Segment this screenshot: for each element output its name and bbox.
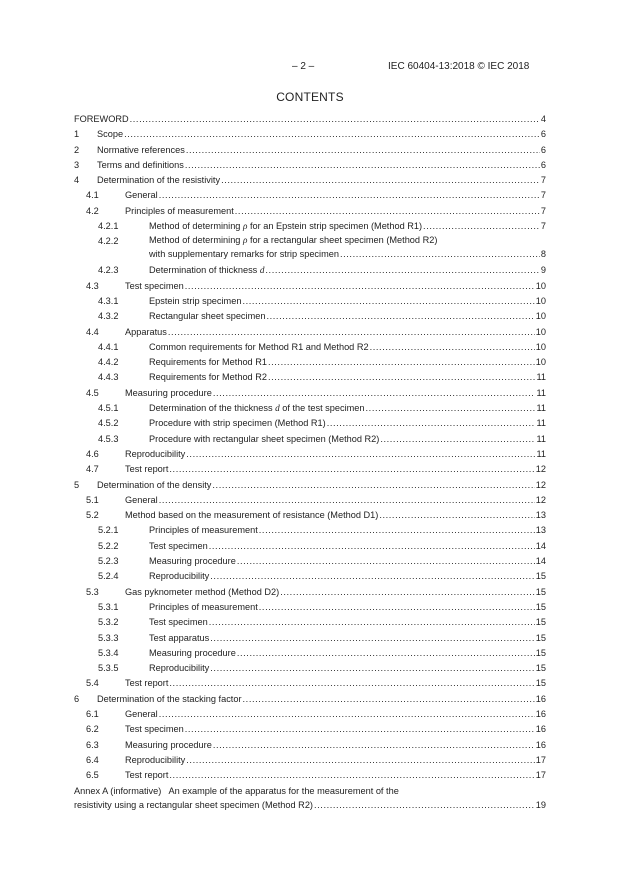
toc-entry-title-line: [97, 127, 546, 142]
toc-entry-page: 15: [535, 663, 546, 674]
toc-entry-title-line: [149, 355, 546, 370]
toc-entry-title: Determination of the stacking factor: [97, 693, 242, 704]
toc-entry[interactable]: [74, 447, 546, 462]
toc-entry[interactable]: [74, 279, 546, 294]
dot-leader: [423, 219, 540, 234]
toc-entry-page: 13: [535, 525, 546, 536]
toc-entry-number: 5.3.5: [98, 663, 119, 674]
toc-entry-page: 7: [540, 190, 546, 201]
toc-entry-number: 5.2: [86, 510, 99, 521]
toc-entry-title: Terms and definitions: [97, 159, 184, 170]
dot-leader: [280, 585, 535, 600]
toc-entry-number: 5.2.4: [98, 571, 119, 582]
toc-entry-number: 1: [74, 129, 80, 140]
toc-entry-page: 9: [540, 265, 546, 276]
toc-entry-number: 5.2.2: [98, 540, 119, 551]
toc-entry-title: Test report: [125, 464, 169, 475]
page-title: CONTENTS: [276, 90, 344, 104]
toc-entry-number: 4.2.2: [98, 236, 119, 247]
toc-entry-title-line: [149, 539, 546, 554]
toc-entry-number: 5.1: [86, 494, 99, 505]
toc-entry-title-line: [149, 340, 546, 355]
toc-entry-page: 15: [535, 571, 546, 582]
toc-entry-number: 5.3.2: [98, 617, 119, 628]
toc-entry-title: Test specimen: [125, 280, 184, 291]
toc-entry-title-line: [97, 478, 546, 493]
toc-entry-title: Reproducibility: [125, 448, 186, 459]
dot-leader: [213, 386, 536, 401]
toc-entry-title: Normative references: [97, 144, 185, 155]
toc-entry-number: 4.3.2: [98, 311, 119, 322]
toc-entry-number: 4.2.1: [98, 221, 119, 232]
toc-entry-page: 12: [535, 464, 546, 475]
toc-entry[interactable]: [74, 631, 546, 646]
toc-entry[interactable]: [74, 554, 546, 569]
toc-entry-number: 5.4: [86, 678, 99, 689]
toc-entry-title-line: [125, 325, 546, 340]
toc-entry-page: 10: [535, 357, 546, 368]
toc-entry[interactable]: [74, 309, 546, 324]
toc-entry-title-continuation: with supplementary remarks for strip specimen: [149, 248, 339, 259]
toc-entry-number: 6.4: [86, 754, 99, 765]
toc-entry-title-line: [125, 508, 546, 523]
dot-leader: [185, 158, 540, 173]
toc-entry-title: Epstein strip specimen: [149, 295, 242, 306]
toc-entry-title-line: [149, 615, 546, 630]
toc-entry-number: 4.5.3: [98, 433, 119, 444]
toc-entry-title-line: [125, 279, 546, 294]
dot-leader: [259, 600, 535, 615]
toc-entry[interactable]: [74, 539, 546, 554]
toc-entry[interactable]: [74, 493, 546, 508]
math-symbol: ρ: [242, 235, 248, 246]
toc-entry-number: 6.2: [86, 724, 99, 735]
toc-entry-page: 17: [535, 754, 546, 765]
toc-entry-title: FOREWORD: [74, 114, 129, 124]
toc-entry-title: General: [125, 190, 158, 201]
math-symbol: d: [259, 265, 265, 276]
toc-entry-title-part: for an Epstein strip specimen (Method R1): [247, 221, 423, 232]
toc-entry-page: 10: [535, 311, 546, 322]
toc-entry-number: 4.4.1: [98, 341, 119, 352]
toc-entry[interactable]: [74, 143, 546, 158]
dot-leader: [169, 676, 534, 691]
dot-leader: [210, 569, 535, 584]
toc-entry[interactable]: [74, 692, 546, 707]
toc-entry-number: 3: [74, 159, 80, 170]
toc-entry-title-line: [125, 462, 546, 477]
toc-entry-title-line: [149, 309, 546, 324]
toc-entry[interactable]: [74, 401, 546, 416]
toc-entry-title-line: [97, 692, 546, 707]
toc-entry-title-line: [149, 523, 546, 538]
toc-entry-title-line-1: [149, 234, 546, 248]
toc-entry[interactable]: [74, 661, 546, 676]
toc-entry-title-part: Determination of the thickness: [149, 403, 276, 414]
dot-leader: [259, 523, 535, 538]
toc-entry-title: Procedure with rectangular sheet specimen (Method R2): [149, 433, 380, 444]
toc-entry-title: Test specimen: [149, 617, 208, 628]
toc-entry[interactable]: [74, 646, 546, 661]
toc-entry[interactable]: [74, 722, 546, 737]
toc-entry[interactable]: [74, 707, 546, 722]
toc-entry-number: 4.4.2: [98, 357, 119, 368]
toc-entry-title: Scope: [97, 129, 124, 140]
dot-leader: [210, 661, 535, 676]
toc-entry-page: 11: [536, 403, 546, 414]
toc-entry-title: Apparatus: [125, 326, 167, 337]
toc-entry-page: 10: [535, 341, 546, 352]
toc-entry-page: 15: [535, 586, 546, 597]
toc-entry[interactable]: [74, 478, 546, 493]
toc-entry-title: Procedure with strip specimen (Method R1): [149, 418, 326, 429]
toc-entry-page: 15: [535, 647, 546, 658]
toc-entry[interactable]: [74, 416, 546, 431]
toc-entry-title-part: of the test specimen: [279, 403, 365, 414]
toc-entry-page: 16: [535, 708, 546, 719]
toc-entry-page: 12: [535, 494, 546, 505]
table-of-contents: [74, 112, 546, 813]
toc-entry-number: 5: [74, 479, 80, 490]
toc-entry[interactable]: [74, 204, 546, 219]
toc-entry-title-line: [125, 722, 546, 737]
toc-entry-number: 5.2.1: [98, 525, 119, 536]
toc-entry-title: Measuring procedure: [125, 739, 212, 750]
dot-leader: [212, 478, 534, 493]
dot-leader: [370, 340, 535, 355]
toc-entry-title-line: [97, 143, 546, 158]
dot-leader: [340, 248, 540, 262]
toc-entry-title: Determination of the resistivity: [97, 175, 221, 186]
header-document-reference: IEC 60404-13:2018 © IEC 2018: [388, 61, 530, 72]
toc-entry[interactable]: [74, 386, 546, 401]
dot-leader: [159, 188, 540, 203]
math-symbol: d: [275, 403, 280, 414]
toc-entry-title-line: [74, 112, 546, 127]
toc-entry-title-line: [149, 646, 546, 661]
toc-entry-title: [149, 263, 264, 278]
toc-entry-title: Common requirements for Method R1 and Method R2: [149, 341, 369, 352]
toc-entry[interactable]: [74, 294, 546, 309]
toc-entry-title-line: [125, 676, 546, 691]
toc-entry-title-line: [149, 432, 546, 447]
toc-entry-page: 16: [535, 693, 546, 704]
toc-entry-title-line: [149, 370, 546, 385]
toc-entry[interactable]: [74, 753, 546, 768]
dot-leader: [268, 355, 535, 370]
toc-entry-title: Measuring procedure: [149, 556, 236, 567]
dot-leader: [366, 401, 536, 416]
toc-entry-title-line: [125, 188, 546, 203]
dot-leader: [213, 738, 535, 753]
toc-entry[interactable]: [74, 158, 546, 173]
toc-entry-page: 12: [535, 479, 546, 490]
toc-entry-page: 6: [540, 129, 546, 140]
toc-entry-number: 6.1: [86, 708, 99, 719]
toc-entry-title-line: [149, 416, 546, 431]
toc-entry-title-line: [149, 294, 546, 309]
toc-entry-number: 4.2.3: [98, 265, 119, 276]
toc-entry-title-line: [149, 661, 546, 676]
toc-entry-page: 11: [536, 387, 546, 398]
toc-entry[interactable]: [74, 219, 546, 234]
toc-entry-number: 4.3: [86, 280, 99, 291]
toc-entry-number: 6.3: [86, 739, 99, 750]
toc-entry[interactable]: [74, 615, 546, 630]
toc-entry[interactable]: [74, 768, 546, 783]
toc-entry-title-line-2: [149, 248, 546, 262]
toc-entry[interactable]: [74, 355, 546, 370]
toc-entry-title-part: Method of determining: [149, 221, 243, 232]
toc-entry-title: Requirements for Method R2: [149, 372, 267, 383]
toc-entry-title: [149, 235, 437, 245]
toc-entry-number: 4: [74, 175, 80, 186]
dot-leader: [186, 447, 535, 462]
math-symbol: ρ: [242, 221, 248, 232]
dot-leader: [168, 325, 535, 340]
dot-leader: [159, 707, 535, 722]
toc-entry-title-line: [149, 554, 546, 569]
toc-entry-title: Test report: [125, 770, 169, 781]
toc-entry-page: 4: [540, 114, 546, 124]
toc-entry-number: 5.3: [86, 586, 99, 597]
toc-entry-title-line: [125, 204, 546, 219]
toc-entry[interactable]: [74, 188, 546, 203]
toc-entry-page: 10: [535, 280, 546, 291]
toc-entry[interactable]: [74, 127, 546, 142]
toc-entry-page: 11: [536, 433, 546, 444]
toc-entry[interactable]: [74, 600, 546, 615]
toc-entry-number: 6: [74, 693, 80, 704]
toc-entry-title: Test apparatus: [149, 632, 210, 643]
toc-entry-title: Reproducibility: [125, 754, 186, 765]
toc-entry-title: Measuring procedure: [149, 647, 236, 658]
dot-leader: [266, 309, 534, 324]
toc-entry-title-line: [149, 401, 546, 416]
toc-entry-title: General: [125, 494, 158, 505]
toc-entry-title-part: Determination of thickness: [149, 265, 260, 276]
annex-title-line-1: Annex A (informative) An example of the apparatus for the measurement of the: [74, 786, 399, 797]
toc-entry-number: 4.1: [86, 190, 99, 201]
dot-leader: [169, 462, 534, 477]
toc-entry-page: 15: [535, 601, 546, 612]
dot-leader: [210, 631, 535, 646]
toc-entry-title: Test specimen: [125, 724, 184, 735]
toc-entry-page: 11: [536, 418, 546, 429]
toc-entry-title-line: [125, 386, 546, 401]
toc-entry-page: 11: [536, 372, 546, 383]
toc-entry-title: Principles of measurement: [125, 205, 234, 216]
toc-entry-page: 17: [535, 770, 546, 781]
toc-entry[interactable]: [74, 585, 546, 600]
toc-entry-number: 4.5.2: [98, 418, 119, 429]
toc-entry[interactable]: [74, 569, 546, 584]
toc-entry-title: Reproducibility: [149, 663, 210, 674]
dot-leader: [268, 370, 535, 385]
dot-leader: [380, 432, 535, 447]
toc-entry-number: 4.6: [86, 448, 99, 459]
toc-entry[interactable]: [74, 462, 546, 477]
toc-entry-number: 4.5: [86, 387, 99, 398]
toc-entry-title-line: [149, 219, 546, 234]
toc-entry-title: Test specimen: [149, 540, 208, 551]
toc-entry-number: 4.7: [86, 464, 99, 475]
toc-entry[interactable]: [74, 508, 546, 523]
toc-entry-page: 15: [535, 678, 546, 689]
toc-entry-title: Principles of measurement: [149, 525, 258, 536]
toc-entry-title: [149, 219, 422, 234]
toc-entry[interactable]: [74, 340, 546, 355]
toc-entry-title: Method based on the measurement of resistance (Method D1): [125, 510, 379, 521]
toc-entry-page: 15: [535, 632, 546, 643]
toc-entry-number: 5.3.3: [98, 632, 119, 643]
toc-entry-title: [149, 401, 365, 416]
toc-entry-number: 4.3.1: [98, 295, 119, 306]
toc-entry[interactable]: [74, 738, 546, 753]
toc-entry-title-line: [149, 263, 546, 278]
toc-entry[interactable]: [74, 432, 546, 447]
toc-entry-page: 8: [540, 248, 546, 259]
dot-leader: [130, 112, 540, 127]
dot-leader: [314, 799, 535, 813]
toc-entry-page: 7: [540, 205, 546, 216]
toc-entry-title: Requirements for Method R1: [149, 357, 267, 368]
toc-entry-title-line: [125, 493, 546, 508]
toc-entry-page: 14: [535, 556, 546, 567]
toc-entry-page: 10: [535, 326, 546, 337]
dot-leader: [169, 768, 534, 783]
dot-leader: [242, 294, 534, 309]
toc-entry-title-line: [125, 585, 546, 600]
toc-entry-title: Measuring procedure: [125, 387, 212, 398]
toc-entry-title-line: [97, 173, 546, 188]
toc-entry-page: 6: [540, 144, 546, 155]
toc-entry-title: Principles of measurement: [149, 601, 258, 612]
toc-entry[interactable]: [74, 523, 546, 538]
header-page-number: – 2 –: [292, 61, 315, 72]
toc-entry-title-part: Method of determining: [149, 235, 243, 246]
toc-entry-number: 4.5.1: [98, 403, 119, 414]
toc-entry-page: 13: [535, 510, 546, 521]
toc-entry-title: Test report: [125, 678, 169, 689]
dot-leader: [186, 753, 535, 768]
toc-entry[interactable]: [74, 112, 546, 127]
toc-entry-page: 16: [535, 724, 546, 735]
toc-entry-title-part: for a rectangular sheet specimen (Method R2): [247, 235, 438, 246]
toc-entry-page: 6: [540, 159, 546, 170]
dot-leader: [209, 539, 535, 554]
dot-leader: [265, 263, 539, 278]
dot-leader: [221, 173, 540, 188]
toc-entry-title-line: [125, 753, 546, 768]
toc-entry-annex-a[interactable]: [74, 785, 546, 813]
toc-entry-page: 16: [535, 739, 546, 750]
toc-entry[interactable]: [74, 263, 546, 278]
toc-entry-title-line: [125, 768, 546, 783]
toc-entry-title-line: [125, 447, 546, 462]
toc-entry[interactable]: [74, 234, 546, 263]
dot-leader: [235, 204, 540, 219]
toc-entry-page: 14: [535, 540, 546, 551]
annex-title-continuation: resistivity using a rectangular sheet specimen (Method R2): [74, 799, 313, 810]
toc-entry[interactable]: [74, 325, 546, 340]
toc-entry-number: 5.3.4: [98, 647, 119, 658]
toc-entry-title-line: [149, 569, 546, 584]
toc-entry-page: 10: [535, 295, 546, 306]
toc-entry-title-line: [149, 631, 546, 646]
toc-entry-title: Rectangular sheet specimen: [149, 311, 266, 322]
dot-leader: [124, 127, 540, 142]
toc-entry-title-line: [149, 234, 546, 261]
toc-entry-title-line: [97, 158, 546, 173]
toc-entry[interactable]: [74, 370, 546, 385]
toc-entry-page: 11: [536, 448, 546, 459]
dot-leader: [185, 279, 535, 294]
toc-entry-number: 2: [74, 144, 80, 155]
toc-entry-title: General: [125, 708, 158, 719]
toc-entry-number: 4.4.3: [98, 372, 119, 383]
dot-leader: [243, 692, 535, 707]
dot-leader: [237, 554, 535, 569]
toc-entry[interactable]: [74, 676, 546, 691]
toc-entry-number: 5.3.1: [98, 601, 119, 612]
toc-entry-page: 7: [540, 221, 546, 232]
toc-entry-title: Reproducibility: [149, 571, 210, 582]
annex-page: 19: [535, 799, 546, 810]
dot-leader: [379, 508, 534, 523]
toc-entry[interactable]: [74, 173, 546, 188]
toc-entry-title-line: [125, 738, 546, 753]
toc-entry-page: 7: [540, 175, 546, 186]
dot-leader: [327, 416, 536, 431]
toc-entry-page: 15: [535, 617, 546, 628]
dot-leader: [237, 646, 535, 661]
toc-entry-title: Determination of the density: [97, 479, 212, 490]
toc-entry-title-line: [149, 600, 546, 615]
toc-entry-number: 6.5: [86, 770, 99, 781]
toc-entry-number: 4.4: [86, 326, 99, 337]
dot-leader: [159, 493, 535, 508]
toc-entry-number: 4.2: [86, 205, 99, 216]
dot-leader: [185, 722, 535, 737]
toc-entry-number: 5.2.3: [98, 556, 119, 567]
annex-title-line-2: [74, 799, 546, 813]
dot-leader: [209, 615, 535, 630]
dot-leader: [186, 143, 540, 158]
toc-entry-title-line: [125, 707, 546, 722]
toc-entry-title: Gas pyknometer method (Method D2): [125, 586, 280, 597]
